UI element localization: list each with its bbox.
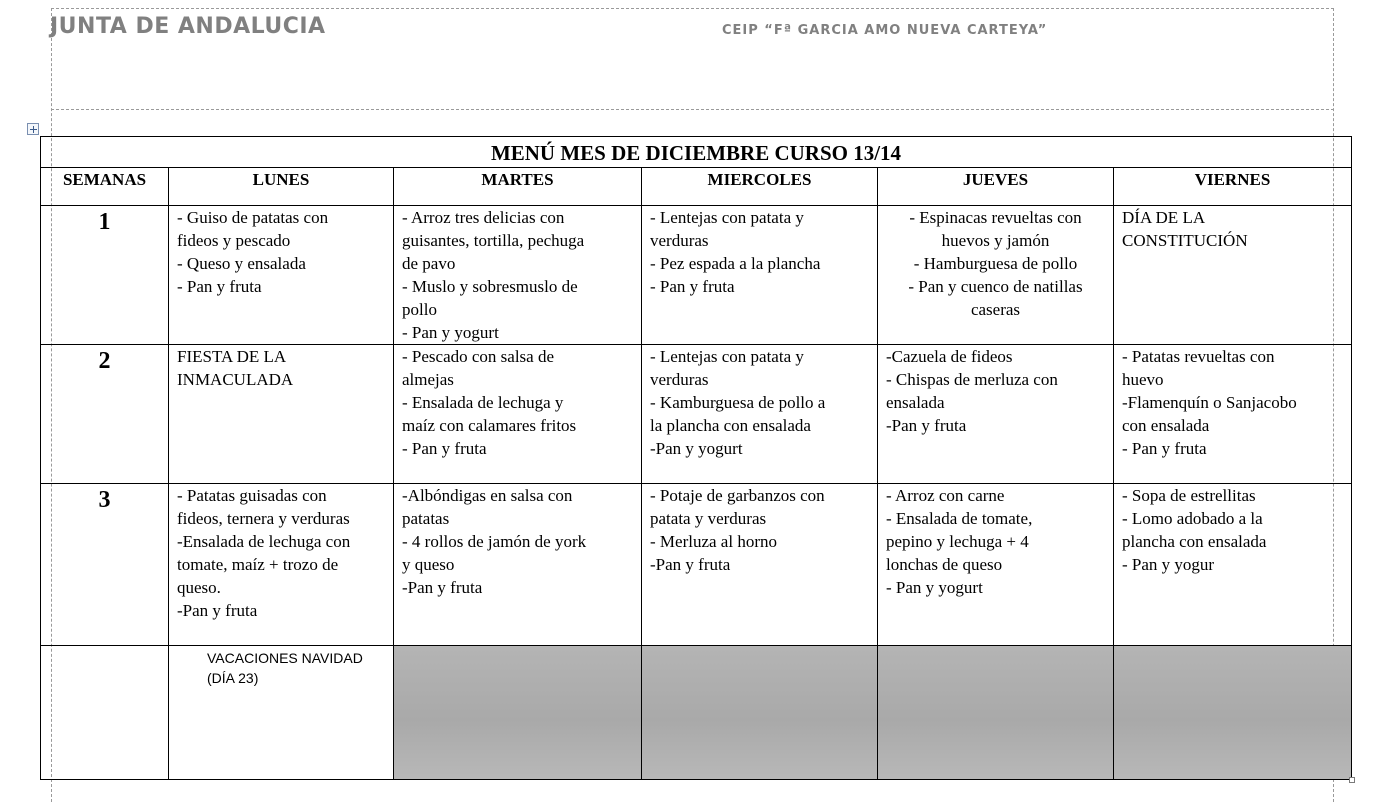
shaded-cell-martes xyxy=(394,646,642,780)
week-number: 1 xyxy=(41,206,169,345)
shaded-cell-viernes xyxy=(1114,646,1352,780)
menu-cell-jueves: - Espinacas revueltas con huevos y jamón - Hamburguesa de pollo - Pan y cuenco de natillas caseras xyxy=(878,206,1114,345)
column-header-semanas: SEMANAS xyxy=(41,168,169,206)
menu-cell-lunes: - Guiso de patatas con fideos y pescado - Queso y ensalada - Pan y fruta xyxy=(169,206,394,345)
table-title-row xyxy=(41,137,1352,168)
menu-cell-martes: - Pescado con salsa de almejas - Ensalada de lechuga y maíz con calamares fritos - Pan y fruta xyxy=(394,345,642,484)
menu-cell-lunes: - Patatas guisadas con fideos, ternera y verduras -Ensalada de lechuga con tomate, maíz + trozo de queso. -Pan y fruta xyxy=(169,484,394,646)
table-row xyxy=(41,484,1352,646)
column-header-miercoles: MIERCOLES xyxy=(642,168,878,206)
shaded-cell-miercoles xyxy=(642,646,878,780)
column-header-martes: MARTES xyxy=(394,168,642,206)
table-header-row xyxy=(41,168,1352,206)
menu-cell-martes: - Arroz tres delicias con guisantes, tortilla, pechuga de pavo - Muslo y sobresmuslo de pollo - Pan y yogurt xyxy=(394,206,642,345)
menu-cell-jueves: - Arroz con carne - Ensalada de tomate, pepino y lechuga + 4 lonchas de queso - Pan y yogurt xyxy=(878,484,1114,646)
week-number-empty xyxy=(41,646,169,780)
menu-cell-martes: -Albóndigas en salsa con patatas - 4 rollos de jamón de york y queso -Pan y fruta xyxy=(394,484,642,646)
header-left-title: JUNTA DE ANDALUCIA xyxy=(50,14,326,39)
menu-cell-jueves: -Cazuela de fideos - Chispas de merluza con ensalada -Pan y fruta xyxy=(878,345,1114,484)
table-resize-handle-icon[interactable] xyxy=(1349,777,1355,783)
table-move-handle-icon[interactable] xyxy=(27,123,39,135)
header-margin-top xyxy=(51,8,1334,9)
table-row xyxy=(41,206,1352,345)
header-right-title: CEIP “Fª GARCIA AMO NUEVA CARTEYA” xyxy=(722,23,1048,38)
menu-cell-miercoles: - Potaje de garbanzos con patata y verduras - Merluza al horno -Pan y fruta xyxy=(642,484,878,646)
menu-cell-viernes: - Sopa de estrellitas - Lomo adobado a la plancha con ensalada - Pan y yogur xyxy=(1114,484,1352,646)
column-header-viernes: VIERNES xyxy=(1114,168,1352,206)
menu-cell-viernes: DÍA DE LA CONSTITUCIÓN xyxy=(1114,206,1352,345)
table-row-vacation xyxy=(41,646,1352,780)
column-header-jueves: JUEVES xyxy=(878,168,1114,206)
table-row xyxy=(41,345,1352,484)
menu-table xyxy=(40,136,1352,780)
week-number: 2 xyxy=(41,345,169,484)
header-margin-bottom xyxy=(51,109,1334,110)
vacation-cell xyxy=(169,646,394,780)
menu-cell-lunes: FIESTA DE LA INMACULADA xyxy=(169,345,394,484)
vacation-label: VACACIONES NAVIDAD (DÍA 23) xyxy=(207,650,363,686)
shaded-cell-jueves xyxy=(878,646,1114,780)
menu-cell-viernes: - Patatas revueltas con huevo -Flamenquín o Sanjacobo con ensalada - Pan y fruta xyxy=(1114,345,1352,484)
menu-cell-miercoles: - Lentejas con patata y verduras - Kamburguesa de pollo a la plancha con ensalada -Pan y yogurt xyxy=(642,345,878,484)
column-header-lunes: LUNES xyxy=(169,168,394,206)
menu-cell-miercoles: - Lentejas con patata y verduras - Pez espada a la plancha - Pan y fruta xyxy=(642,206,878,345)
table-title: MENÚ MES DE DICIEMBRE CURSO 13/14 xyxy=(41,137,1352,168)
week-number: 3 xyxy=(41,484,169,646)
